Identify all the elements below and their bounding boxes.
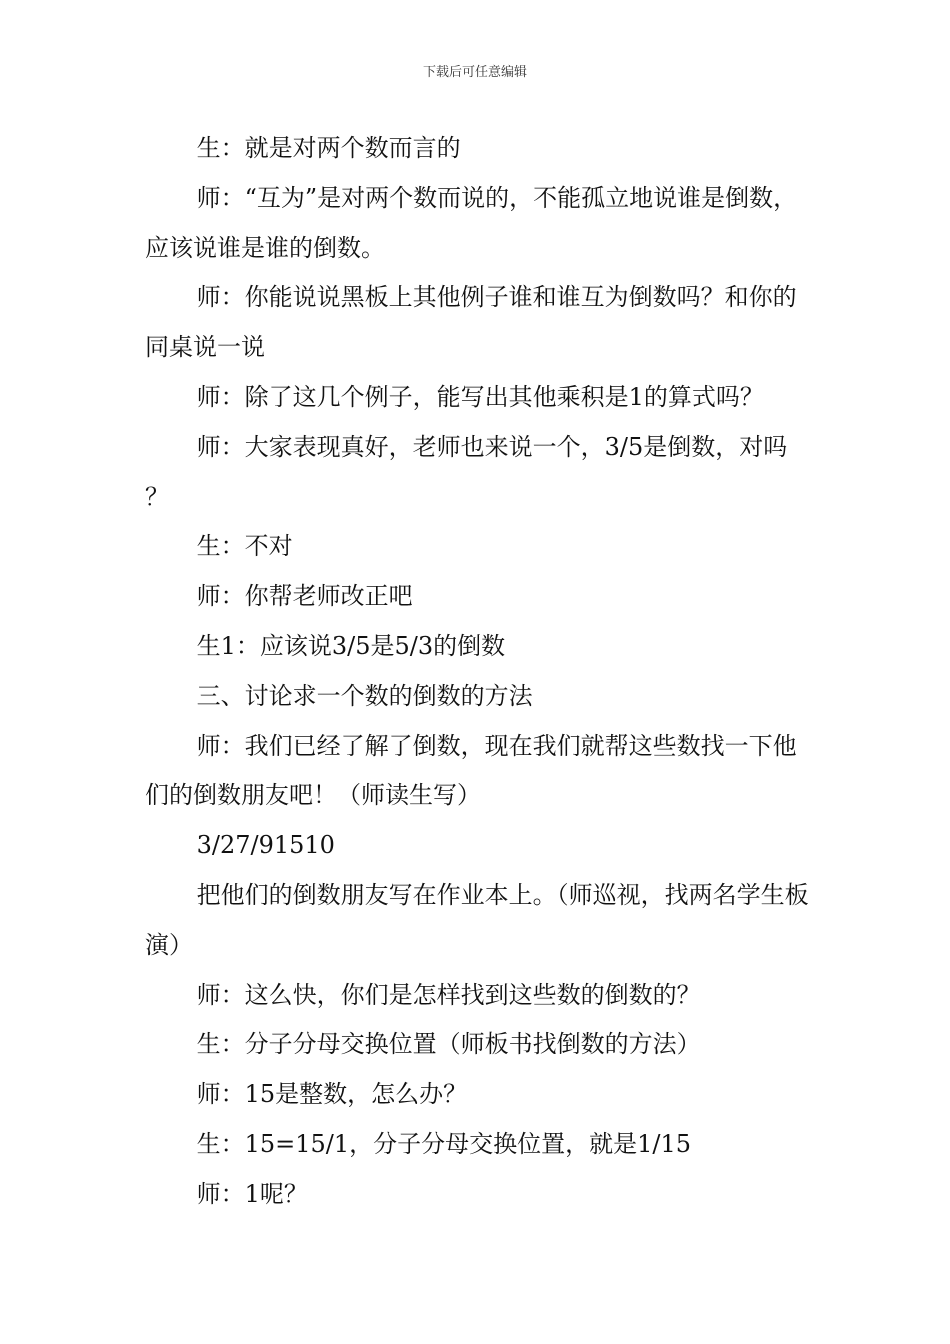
paragraph: 生：15=15/1，分子分母交换位置，就是1/15 <box>196 1129 692 1158</box>
paragraph: 师：你帮老师改正吧 <box>196 582 413 611</box>
paragraph: 师：你能说说黑板上其他例子谁和谁互为倒数吗？和你的同桌说一说 <box>145 283 797 362</box>
paragraph: 师：这么快，你们是怎样找到这些数的倒数的？ <box>196 980 701 1009</box>
paragraph: 师：1呢？ <box>196 1179 308 1208</box>
paragraph: 生：就是对两个数而言的 <box>196 134 461 162</box>
section-heading: 三、讨论求一个数的倒数的方法 <box>196 681 533 710</box>
paragraph: 师：“互为”是对两个数而说的，不能孤立地说谁是倒数，应该说谁是谁的倒数。 <box>145 183 798 262</box>
paragraph: 师：我们已经了解了倒数，现在我们就帮这些数找一下他们的倒数朋友吧！（师读生写） <box>145 731 797 810</box>
paragraph: 师：除了这几个例子，能写出其他乘积是1的算式吗？ <box>196 382 764 411</box>
paragraph: 师：15是整数，怎么办？ <box>196 1080 468 1109</box>
paragraph: 师：大家表现真好，老师也来说一个，3/5是倒数，对吗？ <box>145 432 788 511</box>
paragraph: 生：分子分母交换位置（师板书找倒数的方法） <box>196 1030 701 1059</box>
paragraph: 生：不对 <box>196 532 293 561</box>
paragraph: 3/27/91510 <box>196 831 335 860</box>
paragraph: 生1：应该说3/5是5/3的倒数 <box>196 631 506 660</box>
paragraph: 把他们的倒数朋友写在作业本上。（师巡视，找两名学生板演） <box>145 880 809 959</box>
page-header-note: 下载后可任意编辑 <box>422 65 527 80</box>
document-body <box>145 124 809 1220</box>
